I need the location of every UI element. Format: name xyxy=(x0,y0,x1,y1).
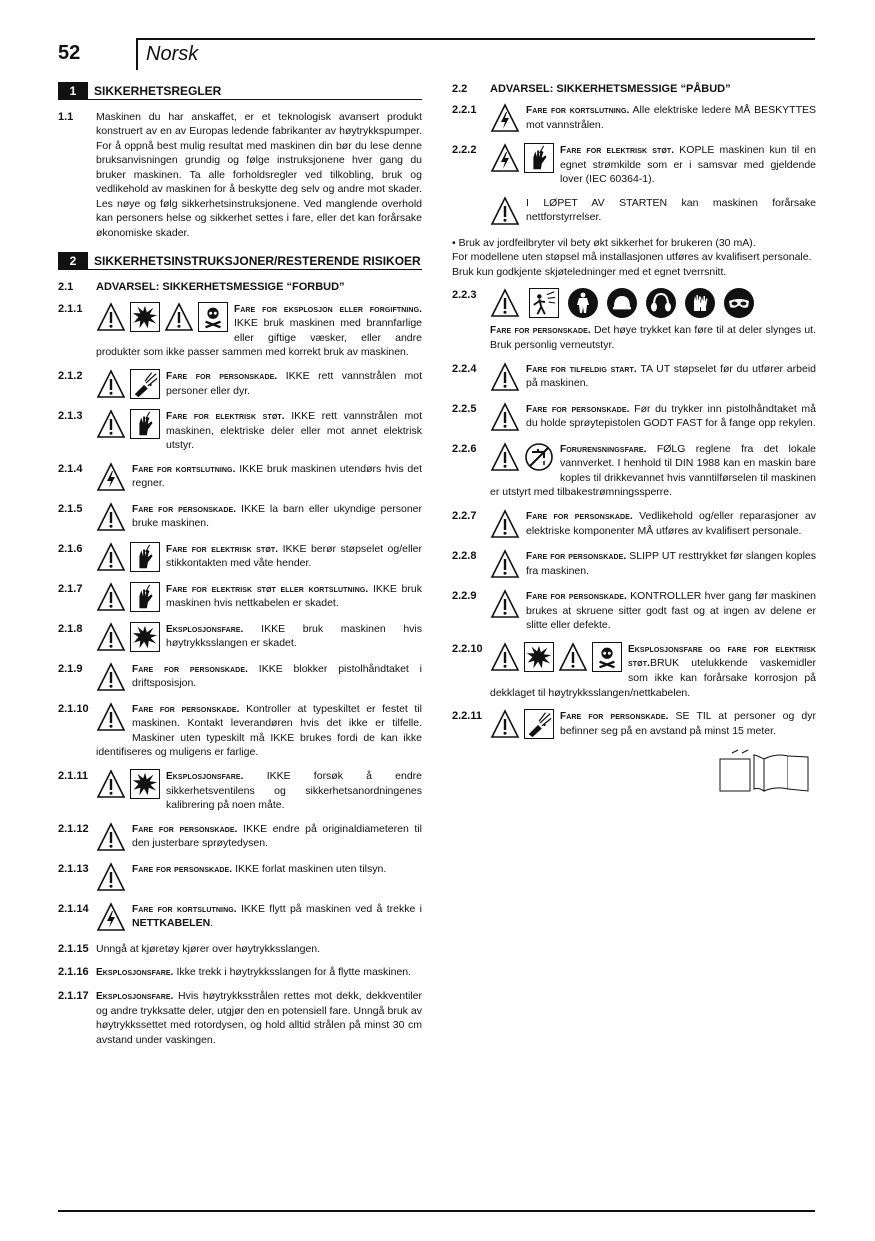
item-2-2-5 xyxy=(452,402,816,433)
hazard-pictograms xyxy=(490,549,520,579)
hazard-pictograms xyxy=(96,902,126,932)
subsection-2-1-heading xyxy=(58,280,422,295)
warning-icon xyxy=(96,862,126,892)
instruction-text: IKKE forsøk å endre sikkerhetsventilens og sikkerhetsanordningenes kalibrering på noen måte. xyxy=(166,769,422,812)
hazard-label: Fare for elektrisk støt. xyxy=(560,145,675,157)
poison-icon xyxy=(198,302,228,332)
subsection-number: 2.2 xyxy=(452,83,468,95)
warning-icon xyxy=(96,582,126,612)
item-2-2-1 xyxy=(452,103,816,134)
electric-hand-icon xyxy=(130,542,160,572)
instruction-text: KOPLE maskinen kun til en egnet strømkilde som er i samsvar med gjeldende lover (IEC 60364-1). xyxy=(560,144,816,186)
subsection-title: ADVARSEL: SIKKERHETSMESSIGE “PÅBUD” xyxy=(490,83,731,95)
hazard-label: Eksplosjonsfare. xyxy=(166,770,244,782)
warning-icon xyxy=(490,589,520,619)
instruction-text: IKKE bruk maskinen utendørs hvis det regner. xyxy=(132,462,422,490)
note-line: Bruk kun godkjente skjøteledninger med et egnet tverrsnitt. xyxy=(452,265,727,278)
item-text xyxy=(526,403,816,430)
note-line: • Bruk av jordfeilbryter vil bety økt sikkerhet for brukeren (30 mA). xyxy=(452,236,756,249)
item-text xyxy=(96,966,411,978)
hazard-pictograms xyxy=(96,502,126,532)
item-number: 2.1.15 xyxy=(58,942,89,955)
hazard-label: Forurensningsfare. xyxy=(560,443,647,455)
hazard-pictograms xyxy=(96,302,228,332)
warning-icon xyxy=(96,769,126,799)
item-number: 2.2.3 xyxy=(452,289,477,302)
hazard-pictograms xyxy=(490,196,520,226)
instruction-text: IKKE la barn eller ukyndige personer bruke maskinen. xyxy=(132,502,422,530)
item-note xyxy=(452,196,816,227)
section-number: 1 xyxy=(58,82,88,100)
item-2-1-11 xyxy=(58,769,422,813)
item-2-2-11 xyxy=(452,709,816,740)
section-2-heading xyxy=(58,252,422,270)
item-text xyxy=(526,590,816,631)
water-tap-icon xyxy=(524,442,554,472)
right-column xyxy=(452,82,816,793)
instruction-text: IKKE endre på originaldiameteren til den justerbare sprøytedysen. xyxy=(132,822,422,850)
hazard-pictograms xyxy=(96,702,126,732)
hazard-label: Fare for personskade. xyxy=(526,510,633,522)
hazard-label: Fare for personskade. xyxy=(132,663,248,675)
hazard-pictograms xyxy=(490,143,554,173)
item-2-2-3 xyxy=(452,288,816,352)
hazard-label: Eksplosjonsfare. xyxy=(166,623,244,635)
warning-icon xyxy=(490,709,520,739)
hazard-pictograms xyxy=(96,862,126,892)
item-2-1-4 xyxy=(58,462,422,493)
explosion-icon xyxy=(130,769,160,799)
item-2-2-4 xyxy=(452,362,816,393)
hazard-label: Fare for personskade. xyxy=(132,503,237,515)
item-text xyxy=(132,663,422,690)
hazard-label: Fare for kortslutning. xyxy=(132,903,237,915)
item-2-1-9 xyxy=(58,662,422,693)
hazard-pictograms xyxy=(490,642,622,672)
instruction-text: Unngå at kjøretøy kjører over høytrykksslangen. xyxy=(96,942,321,955)
item-number: 2.1.17 xyxy=(58,989,89,1002)
item-2-1-8 xyxy=(58,622,422,653)
hazard-label: Fare for personskade. xyxy=(132,823,238,835)
item-text xyxy=(96,703,422,759)
item-number: 2.1.10 xyxy=(58,702,89,715)
warning-icon xyxy=(490,549,520,579)
hazard-pictograms xyxy=(490,402,520,432)
item-text: Maskinen du har anskaffet, er et teknologisk avansert produkt konstruert av en av Europas ledende fabrikanter av høytrykkspumper. For å oppnå best mulig resultat med maskinen din bør du lese denne bruksanvisningen grundig og følge instruksjonene hver gang du bruker maskinen. Ta alle forholdsregler ved tilkobling, bruk og vedlikehold av maskinen for å beskytte deg selv og andre mot skader. Les nøye og følg sikkerhetsinstruksjonene. Ved manglende overhold kan personers helse og sikkerhet settes i fare, eller det kan forårsake økonomiske skader. xyxy=(96,111,422,239)
hazard-label: Fare for personskade. xyxy=(526,403,630,415)
emphasis-text: NETTKABELEN xyxy=(132,917,211,930)
hazard-pictograms xyxy=(96,582,160,612)
manual-book-icon xyxy=(718,747,810,793)
warning-icon xyxy=(96,369,126,399)
hazard-label: Fare for elektrisk støt. xyxy=(166,543,279,555)
hazard-pictograms xyxy=(96,662,126,692)
instruction-text: IKKE rett vannstrålen mot personer eller dyr. xyxy=(166,369,422,397)
warning-icon xyxy=(490,402,520,432)
item-text xyxy=(96,943,320,955)
instruction-text: SE TIL at personer og dyr befinner seg på en avstand på minst 15 meter. xyxy=(560,710,816,738)
electric-warning-icon xyxy=(96,462,126,492)
items-2-1-list xyxy=(58,302,422,1048)
item-number: 2.1.1 xyxy=(58,302,83,315)
item-number: 1.1 xyxy=(58,111,74,123)
header-rule xyxy=(136,38,815,40)
item-number: 2.2.1 xyxy=(452,104,477,117)
warning-icon xyxy=(490,288,520,318)
hazard-label: Eksplosjonsfare og fare for elektrisk støt. xyxy=(628,643,816,670)
item-number: 2.1.6 xyxy=(58,542,83,555)
item-text xyxy=(560,144,816,185)
item-number: 2.2.6 xyxy=(452,442,477,455)
warning-icon xyxy=(490,362,520,392)
section-title: SIKKERHETSREGLER xyxy=(88,82,422,100)
item-text xyxy=(166,623,422,650)
electric-hand-icon xyxy=(130,582,160,612)
item-text xyxy=(132,503,422,530)
jet-hand-icon xyxy=(524,709,554,739)
instruction-text: Det høye trykket kan føre til at deler slynges ut. Bruk personlig verneutstyr. xyxy=(490,324,816,352)
instruction-text: IKKE flytt på maskinen ved å trekke i xyxy=(236,902,422,915)
item-text xyxy=(526,104,816,131)
hazard-pictograms xyxy=(96,369,160,399)
item-number: 2.2.5 xyxy=(452,402,477,415)
warning-icon xyxy=(96,622,126,652)
instruction-text: BRUK utelukkende vaskemidler som ikke kan forårsake korrosjon på dekklaget til høytrykksslangen/nettkabelen. xyxy=(490,657,816,699)
item-text xyxy=(526,197,816,223)
hazard-label: Eksplosjonsfare. xyxy=(96,967,174,979)
item-text xyxy=(166,410,422,451)
hazard-pictograms xyxy=(490,709,554,739)
instruction-text: Vedlikehold og/eller reparasjoner av elektriske komponenter MÅ utføres av kvalifisert personale. xyxy=(526,509,816,537)
warning-icon xyxy=(490,442,520,472)
hazard-pictograms xyxy=(490,103,520,133)
header-divider xyxy=(136,38,138,70)
item-2-2-7 xyxy=(452,509,816,540)
hazard-pictograms xyxy=(490,442,554,472)
item-number: 2.1.8 xyxy=(58,622,83,635)
item-text xyxy=(132,823,422,850)
warning-icon xyxy=(490,196,520,226)
item-2-2-2 xyxy=(452,143,816,187)
hazard-pictograms xyxy=(96,409,160,439)
subsection-title: ADVARSEL: SIKKERHETSMESSIGE “FORBUD” xyxy=(96,281,345,294)
item-2-1-2 xyxy=(58,369,422,400)
item-number: 2.1.7 xyxy=(58,582,83,595)
hazard-pictograms xyxy=(96,769,160,799)
trailing-text: . xyxy=(210,917,214,930)
instruction-text: Alle elektriske ledere MÅ BESKYTTES mot vannstrålen. xyxy=(526,104,816,131)
item-number: 2.2.10 xyxy=(452,642,483,655)
item-text xyxy=(132,863,386,875)
hazard-pictograms xyxy=(490,589,520,619)
hazard-label: Fare for personskade. xyxy=(166,370,278,382)
hazard-pictograms xyxy=(96,622,160,652)
gloves-icon xyxy=(685,288,715,318)
instruction-text: Før du trykker inn pistolhåndtaket må du holde sprøytepistolen GODT FAST for å fange opp rekylen. xyxy=(526,402,816,430)
ear-protection-icon xyxy=(646,288,676,318)
item-number: 2.1.9 xyxy=(58,662,83,675)
item-number: 2.2.8 xyxy=(452,549,477,562)
electric-warning-icon xyxy=(96,902,126,932)
item-text xyxy=(560,710,816,737)
item-2-1-3 xyxy=(58,409,422,453)
poison-icon xyxy=(592,642,622,672)
item-text xyxy=(166,543,422,570)
item-text xyxy=(526,510,816,537)
warning-icon xyxy=(96,502,126,532)
item-2-2-3 xyxy=(452,288,816,352)
item-2-2-6 xyxy=(452,442,816,500)
hazard-label: Fare for personskade. xyxy=(526,590,627,602)
items-2-2-list xyxy=(452,103,816,227)
flying-parts-icon xyxy=(529,288,559,318)
item-number: 2.2.11 xyxy=(452,710,482,723)
instruction-text: IKKE bruk maskinen hvis nettkabelen er skadet. xyxy=(166,582,422,610)
hazard-label: Fare for kortslutning. xyxy=(132,463,236,475)
electric-hand-icon xyxy=(524,143,554,173)
section-title: SIKKERHETSINSTRUKSJONER/RESTERENDE RISIKOER xyxy=(88,252,422,270)
instruction-text: KONTROLLER hver gang før maskinen brukes at skruene sitter godt fast og at ingen av delene er slitte eller defekte. xyxy=(526,589,816,632)
hazard-label: Fare for elektrisk støt. xyxy=(166,410,285,422)
instruction-text: Kontroller at typeskiltet er festet til maskinen. Kontakt leverandøren hvis det ikke er tilfelle. Maskiner uten typeskilt må IKKE brukes fordi de kan ikke identifiseres og muligens er farlige. xyxy=(96,702,422,759)
page-header xyxy=(58,36,815,70)
item-text xyxy=(166,583,422,610)
item-2-1-10 xyxy=(58,702,422,760)
explosion-icon xyxy=(130,622,160,652)
item-number: 2.1.12 xyxy=(58,822,89,835)
item-2-2-8 xyxy=(452,549,816,580)
item-number: 2.2.2 xyxy=(452,144,477,157)
item-number: 2.1.13 xyxy=(58,862,89,875)
item-2-1-15 xyxy=(58,942,422,956)
item-text xyxy=(96,990,422,1046)
item-2-1-5 xyxy=(58,502,422,533)
warning-icon xyxy=(96,822,126,852)
warning-icon xyxy=(96,702,126,732)
hazard-label: Fare for personskade. xyxy=(526,550,627,562)
item-text xyxy=(526,363,816,390)
item-2-1-16 xyxy=(58,965,422,980)
item-text xyxy=(166,770,422,811)
warning-icon xyxy=(96,542,126,572)
section-number: 2 xyxy=(58,252,88,270)
warning-icon xyxy=(490,642,520,672)
instruction-text: IKKE blokker pistolhåndtaket i driftsposisjon. xyxy=(132,662,422,690)
page-number: 52 xyxy=(58,42,81,64)
hazard-pictograms xyxy=(490,288,810,318)
item-number: 2.2.4 xyxy=(452,362,477,375)
hazard-pictograms xyxy=(96,542,160,572)
hazard-label: Fare for kortslutning. xyxy=(526,105,630,117)
explosion-icon xyxy=(524,642,554,672)
electric-hand-icon xyxy=(130,409,160,439)
warning-icon xyxy=(558,642,588,672)
explosion-icon xyxy=(130,302,160,332)
items-2-2-list-continued xyxy=(452,362,816,741)
hazard-label: Fare for personskade. xyxy=(132,703,240,715)
instruction-text: IKKE forlat maskinen uten tilsyn. xyxy=(232,862,387,875)
instruction-text: IKKE berør støpselet og/eller stikkontakten med våte hender. xyxy=(166,542,422,570)
item-number: 2.1.4 xyxy=(58,462,83,475)
item-2-1-7 xyxy=(58,582,422,613)
item-2-1-6 xyxy=(58,542,422,573)
hazard-label: Fare for personskade. xyxy=(132,863,233,875)
instruction-text: IKKE bruk maskinen hvis høytrykksslangen er skadet. xyxy=(166,622,422,650)
item-2-1-13 xyxy=(58,862,422,893)
electric-warning-icon xyxy=(490,103,520,133)
language-title: Norsk xyxy=(146,43,199,65)
electric-warning-icon xyxy=(490,143,520,173)
item-2-2-10 xyxy=(452,642,816,701)
item-number: 2.1.3 xyxy=(58,409,83,422)
warning-icon xyxy=(96,662,126,692)
item-text xyxy=(132,463,422,490)
item-2-2-9 xyxy=(452,589,816,633)
item-number: 2.1.14 xyxy=(58,902,89,915)
item-number: 2.2.7 xyxy=(452,509,477,522)
instruction-text: Ikke trekk i høytrykksslangen for å flytte maskinen. xyxy=(173,966,412,979)
item-2-1-12 xyxy=(58,822,422,853)
item-2-1-14 xyxy=(58,902,422,933)
hazard-label: Fare for tilfeldig start. xyxy=(526,363,637,375)
item-text xyxy=(166,370,422,397)
subsection-number: 2.1 xyxy=(58,281,74,294)
item-text xyxy=(132,903,422,930)
instruction-text: TA UT støpselet før du utfører arbeid på maskinen. xyxy=(526,362,816,390)
instruction-text: Hvis høytrykksstrålen rettes mot dekk, dekkventiler og andre trykksatte deler, utgjør den en potensiell fare. Unngå bruk av høytrykkssettet med rotordysen, og hold alltid strålen på minst 30 cm avstand under vaskingen. xyxy=(96,989,422,1046)
protective-suit-icon xyxy=(568,288,598,318)
helmet-icon xyxy=(607,288,637,318)
item-2-1-1 xyxy=(58,302,422,360)
warning-icon xyxy=(164,302,194,332)
instruction-text: IKKE rett vannstrålen mot maskinen, elektriske deler eller mot annet elektrisk utstyr. xyxy=(166,409,422,452)
warning-icon xyxy=(96,302,126,332)
item-number: 2.2.9 xyxy=(452,589,477,602)
item-text xyxy=(490,324,816,351)
item-number: 2.1.16 xyxy=(58,966,89,979)
hazard-label: Fare for eksplosjon eller forgiftning. xyxy=(234,303,422,315)
hazard-pictograms xyxy=(490,362,520,392)
instruction-text: SLIPP UT resttrykket før slangen koples fra maskinen. xyxy=(526,549,816,577)
subsection-2-2-heading xyxy=(452,82,816,97)
footer-rule xyxy=(58,1210,815,1212)
hazard-label: Fare for elektrisk støt eller kortslutning. xyxy=(166,583,369,595)
item-1-1 xyxy=(58,110,422,240)
section-1-heading xyxy=(58,82,422,100)
goggles-icon xyxy=(724,288,754,318)
note-line: For modellene uten støpsel må installasjonen utføres av kvalifisert personale. xyxy=(452,251,812,264)
item-number: 2.1.5 xyxy=(58,502,83,515)
instruction-text: IKKE bruk maskinen med brannfarlige eller giftige væsker, eller andre produkter som ikke passer sammen med korrekt bruk av maskinen. xyxy=(96,317,422,359)
warning-icon xyxy=(96,409,126,439)
hazard-pictograms xyxy=(490,509,520,539)
hazard-label: Fare for personskade. xyxy=(560,711,669,723)
hazard-pictograms xyxy=(96,822,126,852)
warning-icon xyxy=(490,509,520,539)
left-column xyxy=(58,82,422,1056)
instruction-text: I LØPET AV STARTEN kan maskinen forårsake nettforstyrrelser. xyxy=(526,196,816,224)
notes-block xyxy=(452,236,816,279)
item-2-1-17 xyxy=(58,989,422,1047)
instruction-text: FØLG reglene fra det lokale vannverket. I henhold til DIN 1988 kan en maskin bare koples til drikkevannet hvis vanntilførselen til maskinen er utstyrt med tilbakestrømningssperre. xyxy=(490,442,816,499)
hazard-pictograms xyxy=(96,462,126,492)
item-number: 2.1.11 xyxy=(58,769,88,782)
hazard-label: Eksplosjonsfare. xyxy=(96,990,174,1002)
hazard-label: Fare for personskade. xyxy=(490,325,591,337)
item-text xyxy=(526,550,816,577)
item-number: 2.1.2 xyxy=(58,369,83,382)
jet-hand-icon xyxy=(130,369,160,399)
